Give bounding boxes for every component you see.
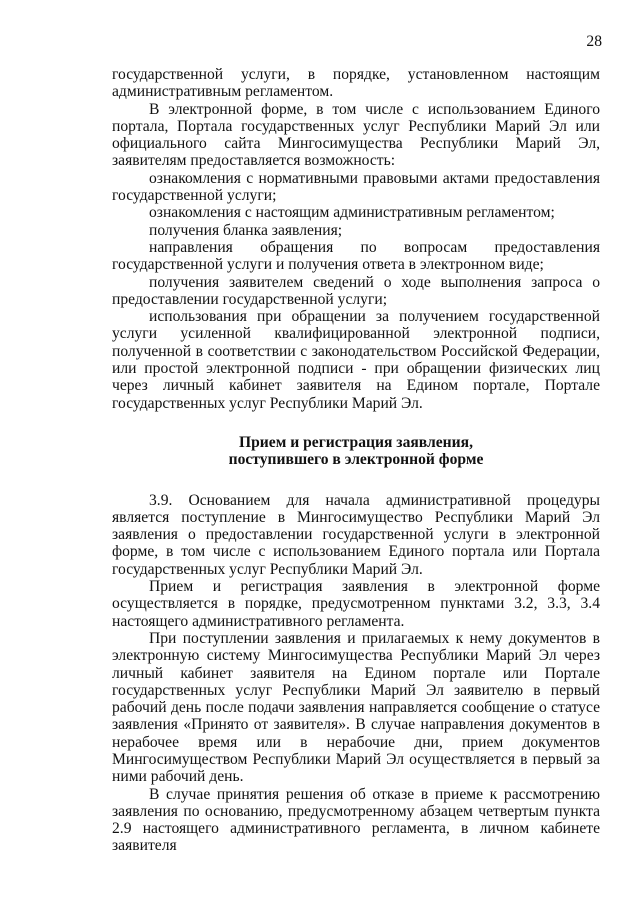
paragraph: получения бланка заявления; — [149, 221, 343, 239]
paragraphs-after-heading — [112, 492, 600, 855]
paragraph: ознакомления с нормативными правовыми актами предоставления государственной услуги; — [112, 169, 600, 205]
paragraph: использования при обращении за получением государственной услуги усиленной квалифицированной электронной подписи, полученной в соответствии с законодательством Российской Федерации, или простой электронной подписи - при обращении физических лиц через личный кабинет заявителя на Едином портале, Портале государственных услуг Республики Марий Эл. — [112, 308, 600, 412]
paragraph: направления обращения по вопросам предоставления государственной услуги и получения ответа в электронном виде; — [112, 238, 600, 274]
section-heading-line-1: Прием и регистрация заявления, — [238, 433, 473, 451]
paragraphs-before-heading — [112, 66, 600, 412]
paragraph: государственной услуги, в порядке, установленном настоящим административным регламентом. — [112, 66, 600, 101]
paragraph: 3.9. Основанием для начала административной процедуры является поступление в Мингосимущество Республики Марий Эл заявления о предоставлении государственной услуги в электронной форме, в том числе с использованием Единого портала или Портала государственных услуг Республики Марий Эл. — [112, 491, 600, 578]
document-body — [112, 66, 600, 855]
paragraph: В электронной форме, в том числе с использованием Единого портала, Портала государственных услуг Республики Марий Эл или официального сайта Мингосимущества Республики Марий Эл, заявителям предоставляется возможность: — [112, 100, 600, 170]
section-heading — [112, 434, 600, 469]
paragraph: Прием и регистрация заявления в электронной форме осуществляется в порядке, предусмотренном пунктами 3.2, 3.3, 3.4 настоящего административного регламента. — [112, 578, 600, 630]
paragraph: В случае принятия решения об отказе в приеме к рассмотрению заявления по основанию, предусмотренному абзацем четвертым пункта 2.9 настоящего административного регламента, в личном кабинете заявителя — [112, 785, 600, 855]
paragraph: получения заявителем сведений о ходе выполнения запроса о предоставлении государственной услуги; — [112, 273, 600, 308]
paragraph: При поступлении заявления и прилагаемых к нему документов в электронную систему Мингосимущества Республики Марий Эл через личный кабинет заявителя на Едином портале или Портале государственных услуг Республики Марий Эл заявителю в первый рабочий день после подачи заявления направляется сообщение о статусе заявления «Принято от заявителя». В случае направления документов в нерабочее время или в нерабочие дни, прием документов Мингосимуществом Республики Марий Эл осуществляется в первый за ними рабочий день. — [112, 629, 600, 786]
paragraph: ознакомления с настоящим административным регламентом; — [149, 204, 555, 222]
section-heading-line-2: поступившего в электронной форме — [228, 451, 484, 469]
page-number: 28 — [586, 33, 602, 50]
